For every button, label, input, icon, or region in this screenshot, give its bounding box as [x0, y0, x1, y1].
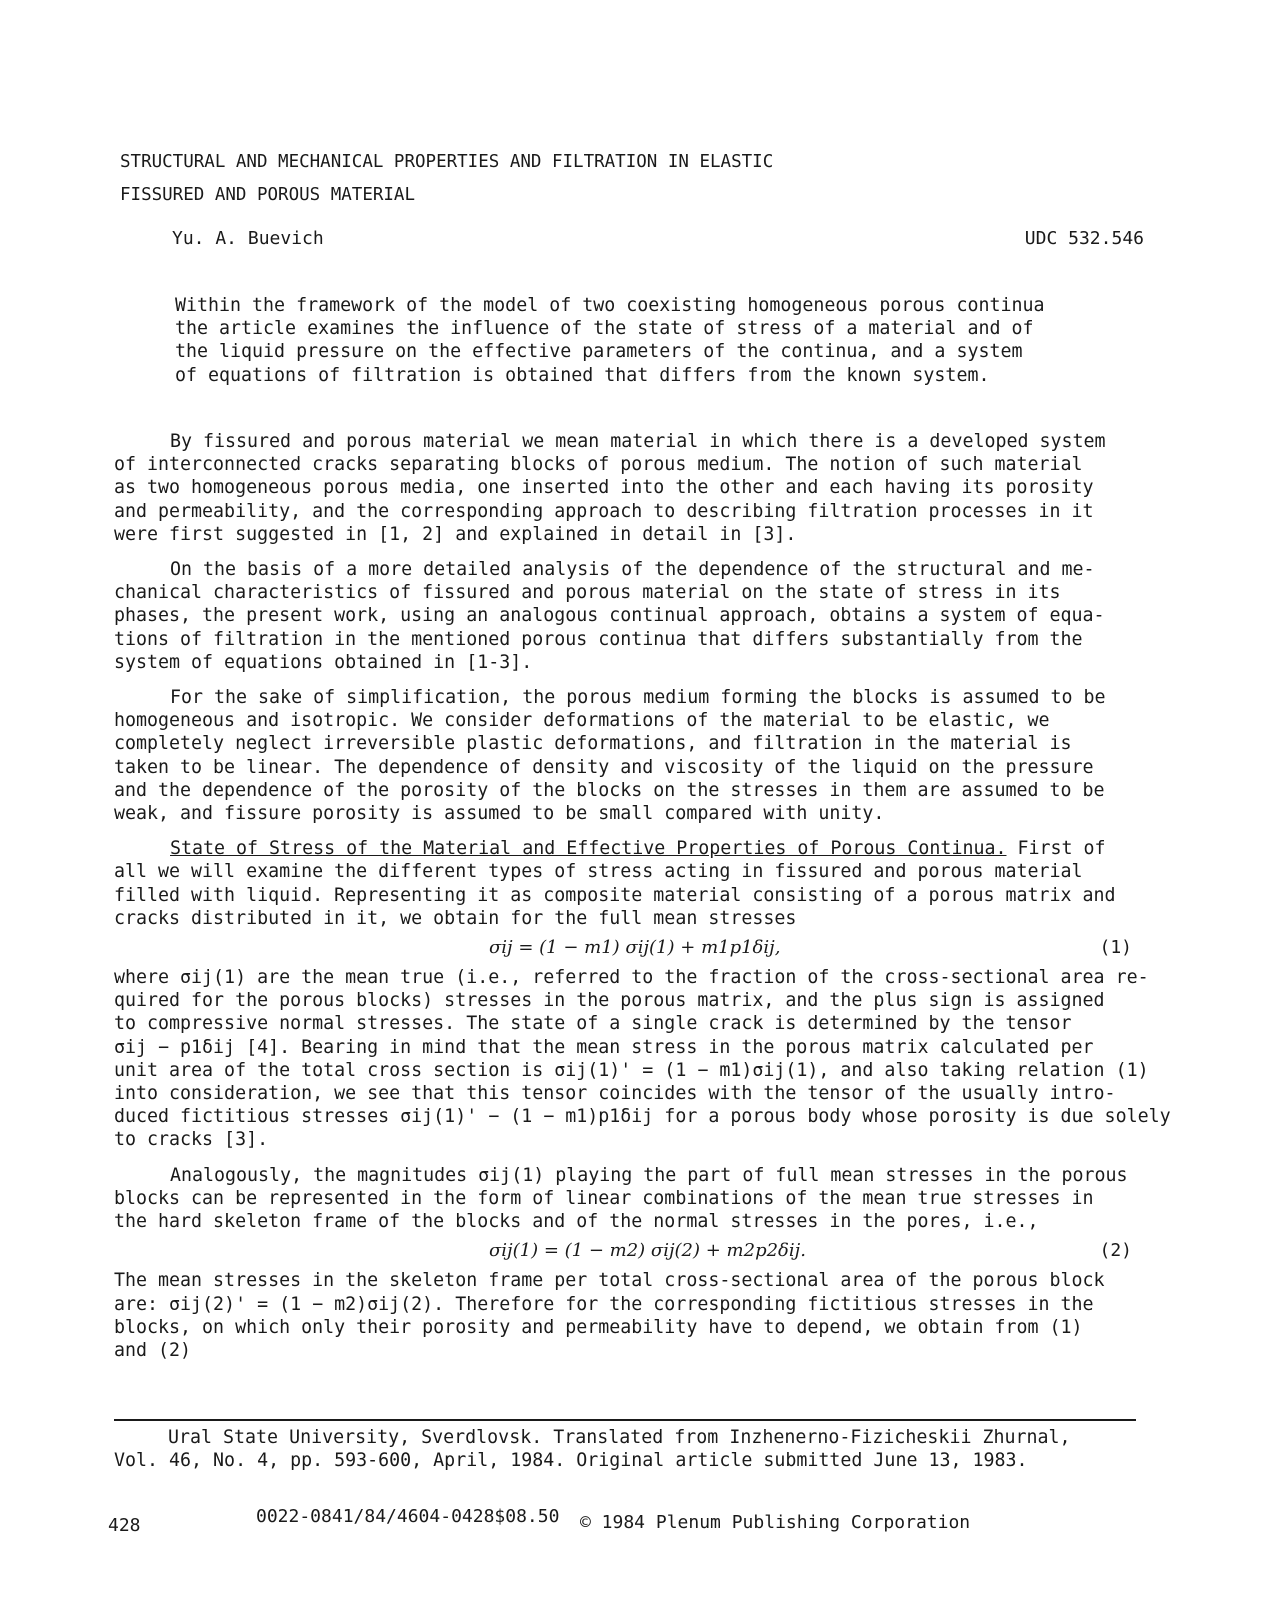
- title-line-2: FISSURED AND POROUS MATERIAL: [120, 185, 416, 205]
- abstract: [175, 294, 1075, 387]
- text-line: Analogously, the magnitudes σij(1) playing the part of full mean stresses in the porous: [170, 1164, 1128, 1186]
- copyright-notice: © 1984 Plenum Publishing Corporation: [580, 1512, 971, 1533]
- text-line: of interconnected cracks separating blocks of porous medium. The notion of such material: [114, 454, 1083, 476]
- text-line: as two homogeneous porous media, one inserted into the other and each having its porosity: [114, 477, 1094, 499]
- text-line: duced fictitious stresses σij(1)' − (1 − m1)p1δij for a porous body whose porosity is due solely: [114, 1106, 1171, 1128]
- paragraph-2: [114, 558, 1144, 674]
- text-line: blocks can be represented in the form of linear combinations of the mean true stresses in: [114, 1187, 1094, 1209]
- equation-1: [114, 932, 1144, 966]
- udc-code: UDC 532.546: [1024, 228, 1144, 249]
- text-line: tions of filtration in the mentioned porous continua that differs substantially from the: [114, 628, 1083, 650]
- text-line: For the sake of simplification, the porous medium forming the blocks is assumed to be: [170, 687, 1106, 709]
- paragraph-6: [114, 1164, 1144, 1234]
- text-line: and permeability, and the corresponding approach to describing filtration processes in it: [114, 500, 1094, 522]
- text-line: blocks, on which only their porosity and permeability have to depend, we obtain from (1): [114, 1316, 1083, 1338]
- text-line: quired for the porous blocks) stresses in the porous matrix, and the plus sign is assigned: [114, 990, 1105, 1012]
- text-line: and the dependence of the porosity of the blocks on the stresses in them are assumed to be: [114, 779, 1105, 801]
- text-line: [114, 837, 1144, 860]
- section-heading-tail: First of: [1006, 838, 1106, 860]
- paragraph-3: [114, 686, 1144, 825]
- paragraph-7: [114, 1269, 1144, 1362]
- footnote-line: Ural State University, Sverdlovsk. Translated from Inzhenerno-Fizicheskii Zhurnal,: [168, 1427, 1071, 1448]
- text-line: to compressive normal stresses. The state of a single crack is determined by the tensor: [114, 1013, 1072, 1035]
- text-line: completely neglect irreversible plastic deformations, and filtration in the material is: [114, 733, 1072, 755]
- equation-1-number: (1): [1099, 937, 1132, 959]
- text-line: system of equations obtained in [1-3].: [114, 651, 533, 673]
- text-line: On the basis of a more detailed analysis of the dependence of the structural and me-: [170, 559, 1095, 581]
- footnote: [114, 1426, 1071, 1472]
- section-heading: State of Stress of the Material and Effective Properties of Porous Continua.: [170, 838, 1007, 860]
- title-line-1: STRUCTURAL AND MECHANICAL PROPERTIES AND FILTRATION IN ELASTIC: [120, 152, 774, 172]
- text-line: the hard skeleton frame of the blocks and of the normal stresses in the pores, i.e.,: [114, 1211, 1039, 1233]
- text-line: into consideration, we see that this tensor coincides with the tensor of the usually intro-: [114, 1083, 1116, 1105]
- text-line: where σij(1) are the mean true (i.e., referred to the fraction of the cross-sectional area re-: [114, 967, 1149, 989]
- paragraph-1: [114, 430, 1144, 546]
- abstract-line: the liquid pressure on the effective parameters of the continua, and a system: [175, 341, 1023, 363]
- text-line: all we will examine the different types of stress acting in fissured and porous material: [114, 861, 1083, 883]
- article-body: [114, 430, 1171, 1362]
- equation-2-formula: σij(1) = (1 − m2) σij(2) + m2p2δij.: [489, 1240, 806, 1262]
- text-line: phases, the present work, using an analogous continual approach, obtains a system of equa-: [114, 605, 1105, 627]
- text-line: chanical characteristics of fissured and porous material on the state of stress in its: [114, 582, 1061, 604]
- text-line: to cracks [3].: [114, 1129, 269, 1151]
- abstract-line: the article examines the influence of the state of stress of a material and of: [175, 318, 1034, 340]
- footnote-line: Vol. 46, No. 4, pp. 593-600, April, 1984. Original article submitted June 13, 1983.: [114, 1450, 1028, 1472]
- article-title: [120, 146, 773, 212]
- text-line: σij − p1δij [4]. Bearing in mind that the mean stress in the porous matrix calculated per: [114, 1036, 1094, 1058]
- text-line: unit area of the total cross section is σij(1)' = (1 − m1)σij(1), and also taking relation (1): [114, 1059, 1149, 1081]
- text-line: taken to be linear. The dependence of density and viscosity of the liquid on the pressure: [114, 756, 1094, 778]
- text-line: are: σij(2)' = (1 − m2)σij(2). Therefore for the corresponding fictitious stresses in the: [114, 1293, 1094, 1315]
- footnote-divider: [114, 1419, 1136, 1421]
- publication-code: 0022-0841/84/4604-0428$08.50: [256, 1506, 560, 1527]
- page-number: 428: [108, 1515, 141, 1536]
- text-line: and (2): [114, 1339, 192, 1361]
- abstract-line: of equations of filtration is obtained that differs from the known system.: [175, 364, 990, 386]
- equation-1-formula: σij = (1 − m1) σij(1) + m1p1δij,: [489, 937, 781, 959]
- text-line: homogeneous and isotropic. We consider deformations of the material to be elastic, we: [114, 710, 1050, 732]
- text-line: weak, and fissure porosity is assumed to be small compared with unity.: [114, 803, 885, 825]
- equation-2: [114, 1235, 1144, 1269]
- text-line: By fissured and porous material we mean material in which there is a developed system: [170, 431, 1106, 452]
- equation-2-number: (2): [1099, 1240, 1132, 1262]
- text-line: were first suggested in [1, 2] and explained in detail in [3].: [114, 523, 797, 545]
- paragraph-5: [114, 966, 1171, 1152]
- text-line: filled with liquid. Representing it as composite material consisting of a porous matrix and: [114, 884, 1116, 906]
- text-line: The mean stresses in the skeleton frame per total cross-sectional area of the porous block: [114, 1270, 1105, 1292]
- author: Yu. A. Buevich: [172, 228, 324, 249]
- paragraph-4: [114, 837, 1144, 930]
- abstract-line: Within the framework of the model of two coexisting homogeneous porous continua: [175, 295, 1045, 316]
- text-line: cracks distributed in it, we obtain for the full mean stresses: [114, 907, 797, 929]
